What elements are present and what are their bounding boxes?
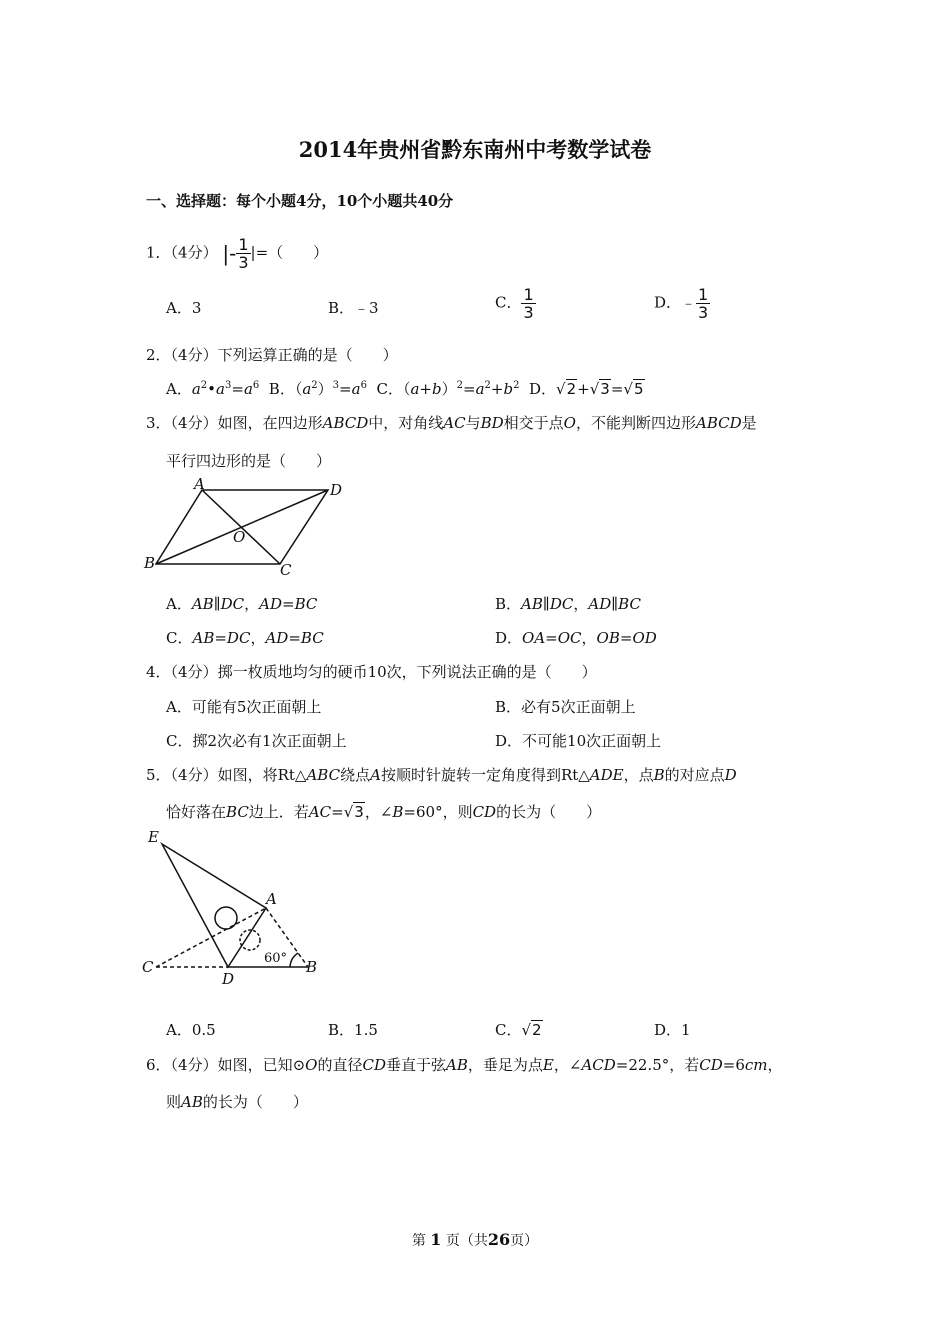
option-d: D．1	[654, 1021, 691, 1039]
question-5: 5．（4分）如图，将Rt△ABC绕点A按顺时针旋转一定角度得到Rt△ADE，点B的对应点D	[146, 766, 737, 784]
section-heading: 一、选择题：每个小题4分，10个小题共40分	[146, 192, 454, 210]
angle-arc-b	[290, 953, 298, 967]
vertex-label-o: O	[233, 528, 246, 546]
question-3-line2: 平行四边形的是（ ）	[166, 452, 332, 470]
option-b: B．1.5	[328, 1021, 378, 1039]
option-d: D．OA=OC，OB=OD	[495, 629, 657, 647]
segment-ca	[156, 908, 266, 967]
triangle-ade	[162, 844, 266, 967]
diagonal-bd	[156, 490, 328, 564]
question-4: 4．（4分）掷一枚质地均匀的硬币10次，下列说法正确的是（ ）	[146, 663, 597, 681]
page-footer: 第 1 页（共26页）	[411, 1230, 539, 1249]
question-3: 3．（4分）如图，在四边形ABCD中，对角线AC与BD相交于点O，不能判断四边形ABCD是	[146, 414, 757, 432]
question-1	[146, 236, 328, 271]
option-a: A．0.5	[166, 1021, 216, 1039]
option-a: A．可能有5次正面朝上	[166, 698, 322, 716]
parallelogram-figure	[140, 476, 360, 580]
option-a: A．3	[166, 299, 202, 317]
page-total: 26	[487, 1230, 511, 1249]
question-2: 2．（4分）下列运算正确的是（ ）	[146, 346, 398, 364]
option-c: C．AB=DC，AD=BC	[166, 629, 324, 647]
vertex-label-c: C	[142, 958, 154, 976]
vertex-label-b: B	[144, 554, 156, 572]
vertex-label-e: E	[148, 828, 159, 846]
question-6: 6．（4分）如图，已知⊙O的直径CD垂直于弦AB，垂足为点E，∠ACD=22.5°，若CD=6cm，	[146, 1056, 783, 1074]
vertex-label-d: D	[330, 481, 343, 499]
option-c: C．√2	[495, 1021, 542, 1039]
vertex-label-a: A	[266, 890, 277, 908]
angle-mark-circle	[215, 907, 237, 929]
option-c: C．掷2次必有1次正面朝上	[166, 732, 347, 750]
page-title: 2014年贵州省黔东南州中考数学试卷	[298, 137, 652, 162]
vertex-label-b: B	[306, 958, 318, 976]
angle-label: 60°	[264, 951, 288, 966]
question-points: （4分）	[170, 243, 218, 262]
vertex-label-c: C	[280, 561, 292, 579]
option-b: B．AB∥DC，AD∥BC	[495, 595, 641, 613]
question-6-line2: 则AB的长为（ ）	[166, 1093, 308, 1111]
option-b: B．﹣3	[328, 299, 379, 317]
option-a: A．AB∥DC，AD=BC	[166, 595, 318, 613]
question-number: 1．	[146, 243, 171, 262]
vertex-label-a: A	[194, 476, 205, 493]
rotation-triangle-figure	[140, 826, 330, 988]
fraction: $\frac{1}{3}$	[238, 235, 249, 272]
option-d: D．不可能10次正面朝上	[495, 732, 662, 750]
option-c: C． $\frac{1}{3}$	[495, 285, 534, 322]
vertex-label-d: D	[222, 970, 235, 988]
option-d: D．﹣ $\frac{1}{3}$	[654, 285, 709, 322]
page-number: 1	[430, 1230, 442, 1249]
abs-open: |-	[222, 241, 237, 266]
abs-close: |=（ ）	[250, 243, 329, 262]
question-5-line2: 恰好落在BC边上．若AC=√3，∠B=60°，则CD的长为（ ）	[166, 803, 602, 821]
option-b: B．必有5次正面朝上	[495, 698, 636, 716]
question-2-options: A．$a^2•a^3=a^6$ B．$(a^2)^3=a^6$ C．$(a+b)^2=a^2+b^2$ D．√2+√3=√5	[166, 380, 644, 398]
